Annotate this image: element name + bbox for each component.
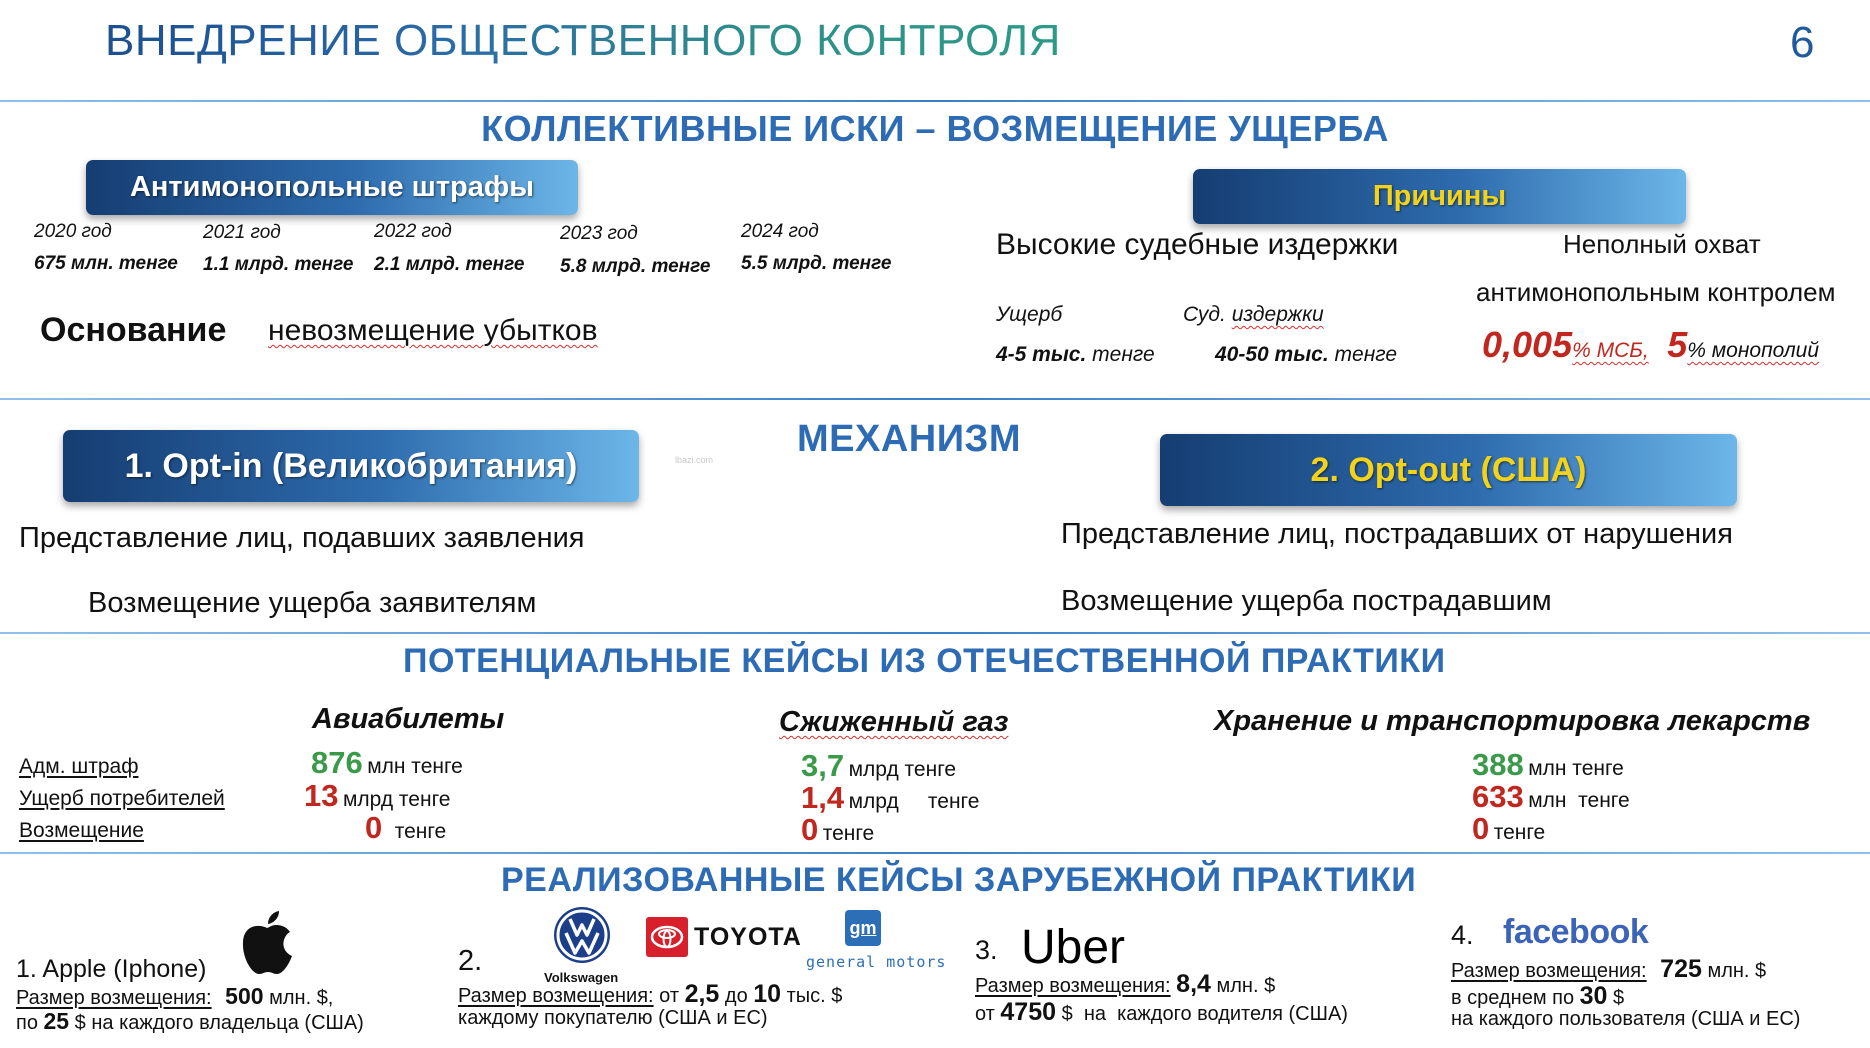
section-title-class-actions: КОЛЛЕКТИВНЫЕ ИСКИ – ВОЗМЕЩЕНИЕ УЩЕРБА <box>481 108 1389 149</box>
apple-size-value: 500 <box>225 983 264 1009</box>
section2-divider <box>0 632 1870 634</box>
fine-amount: 5.8 млрд. тенге <box>560 256 711 277</box>
row-label-fine: Адм. штраф <box>19 755 139 778</box>
section-title-foreign: РЕАЛИЗОВАННЫЕ КЕЙСЫ ЗАРУБЕЖНОЙ ПРАКТИКИ <box>501 861 1417 899</box>
facebook-average <box>1451 982 1624 1011</box>
case3-damage-value: 633 <box>1472 779 1524 814</box>
case3-comp-unit: тенге <box>1493 821 1546 844</box>
case2-damage <box>801 780 979 816</box>
fine-amount: 675 млн. тенге <box>34 253 178 274</box>
basis-text: невозмещение убытков <box>268 314 598 347</box>
case1-fine-unit: млн тенге <box>367 755 463 778</box>
header-divider <box>0 100 1870 102</box>
costs-value <box>1215 343 1397 367</box>
cars-unit: тыс. $ <box>786 985 843 1007</box>
cars-size <box>458 980 842 1009</box>
page-title: ВНЕДРЕНИЕ ОБЩЕСТВЕННОГО КОНТРОЛЯ <box>105 16 1061 65</box>
optin-pill: 1. Opt-in (Великобритания) <box>63 430 639 502</box>
facebook-size-label: Размер возмещения: <box>1451 960 1647 982</box>
optin-line2: Возмещение ущерба заявителям <box>88 587 537 619</box>
section1-divider <box>0 398 1870 400</box>
uber-size <box>975 970 1275 999</box>
apple-size-unit: млн. $, <box>269 987 334 1009</box>
cars-from-value: 2,5 <box>684 980 720 1008</box>
apple-per-owner <box>16 1008 364 1035</box>
case1-damage-unit: млрд тенге <box>342 788 451 811</box>
uber-size-unit: млн. $ <box>1216 975 1276 997</box>
apple-heading: 1. Apple (Iphone) <box>16 955 207 983</box>
optin-line1: Представление лиц, подавших заявления <box>19 522 585 554</box>
case2-fine-value: 3,7 <box>801 748 845 783</box>
case3-fine-value: 388 <box>1472 747 1524 782</box>
apple-line2-value: 25 <box>43 1008 70 1034</box>
uber-per-driver <box>975 998 1348 1027</box>
cars-heading: 2. <box>458 945 483 977</box>
uber-line2-prefix: от <box>975 1003 995 1025</box>
fine-amount: 5.5 млрд. тенге <box>741 253 892 274</box>
case1-damage <box>304 778 450 814</box>
facebook-line2-value: 30 <box>1579 982 1608 1010</box>
case1-compensation <box>365 810 446 846</box>
cars-from: от <box>659 985 680 1007</box>
uber-line2-suffix: $ на каждого водителя (США) <box>1061 1003 1348 1025</box>
cars-per-buyer: каждому покупателю (США и ЕС) <box>458 1007 768 1029</box>
facebook-per-user: на каждого пользователя (США и ЕС) <box>1451 1008 1801 1030</box>
case3-compensation <box>1472 811 1545 847</box>
coverage-stats <box>1482 324 1819 366</box>
fine-amount: 2.1 млрд. тенге <box>374 254 525 275</box>
case-name-airtickets: Авиабилеты <box>312 703 505 735</box>
case3-comp-value: 0 <box>1472 811 1490 846</box>
reasons-pill: Причины <box>1193 169 1686 224</box>
costs-amount: 40-50 тыс. <box>1215 343 1329 366</box>
case3-damage-unit: млн тенге <box>1528 789 1630 812</box>
uber-line2-value: 4750 <box>1000 998 1057 1026</box>
row-label-damage: Ущерб потребителей <box>19 787 225 810</box>
msb-value: 0,005 <box>1482 324 1573 365</box>
case2-damage-value: 1,4 <box>801 780 845 815</box>
mono-unit: % монополий <box>1687 339 1820 362</box>
optout-line2: Возмещение ущерба пострадавшим <box>1061 585 1552 617</box>
facebook-size <box>1451 955 1766 984</box>
apple-logo-icon <box>238 910 296 978</box>
uber-size-value: 8,4 <box>1176 970 1211 998</box>
damage-label: Ущерб <box>996 303 1063 326</box>
gm-label: general motors <box>806 953 947 971</box>
reason-coverage-line2: антимонопольным контролем <box>1476 277 1836 307</box>
section-title-mechanism: МЕХАНИЗМ <box>797 418 1022 460</box>
volkswagen-label: Volkswagen <box>544 970 619 985</box>
damage-unit: тенге <box>1092 343 1155 366</box>
toyota-logo-icon <box>646 917 688 957</box>
uber-logo-icon: Uber <box>1021 921 1126 974</box>
apple-line2-suffix: $ на каждого владельца (США) <box>74 1012 364 1034</box>
uber-heading: 3. <box>975 935 998 965</box>
fines-pill: Антимонопольные штрафы <box>86 160 578 215</box>
case2-comp-unit: тенге <box>822 822 875 845</box>
gm-badge-text: gm <box>849 917 877 938</box>
case3-fine <box>1472 747 1624 783</box>
apple-size-label: Размер возмещения: <box>16 987 212 1009</box>
costs-label <box>1183 303 1324 327</box>
case1-fine <box>311 745 463 781</box>
case2-comp-value: 0 <box>801 812 819 847</box>
optout-line1: Представление лиц, пострадавших от нарушения <box>1061 518 1733 550</box>
case1-comp-value: 0 <box>365 810 383 845</box>
section-title-domestic: ПОТЕНЦИАЛЬНЫЕ КЕЙСЫ ИЗ ОТЕЧЕСТВЕННОЙ ПРАКТИКИ <box>403 642 1446 680</box>
facebook-line2-prefix: в среднем по <box>1451 987 1575 1009</box>
case2-fine-unit: млрд тенге <box>848 758 957 781</box>
mono-value: 5 <box>1667 324 1688 365</box>
fine-year: 2023 год <box>560 223 638 244</box>
reason-coverage-line1: Неполный охват <box>1563 229 1761 259</box>
costs-label-part: Суд. <box>1183 303 1226 326</box>
facebook-line2-suffix: $ <box>1613 987 1625 1009</box>
row-label-compensation: Возмещение <box>19 819 144 842</box>
damage-amount: 4-5 тыс. <box>996 343 1087 366</box>
fine-amount: 1.1 млрд. тенге <box>203 254 354 275</box>
facebook-heading: 4. <box>1451 920 1474 950</box>
apple-line2-prefix: по <box>16 1012 38 1034</box>
damage-value <box>996 343 1155 367</box>
watermark: lbazi.com <box>675 455 714 465</box>
facebook-logo-icon: facebook <box>1503 913 1649 951</box>
gm-logo-icon <box>845 910 881 946</box>
case1-fine-value: 876 <box>311 745 363 780</box>
basis-label: Основание <box>40 311 227 349</box>
case3-damage <box>1472 779 1630 815</box>
cars-to: до <box>724 985 748 1007</box>
uber-size-label: Размер возмещения: <box>975 975 1171 997</box>
costs-label-part: издержки <box>1231 303 1324 326</box>
case1-comp-unit: тенге <box>394 820 447 843</box>
case-name-lpg: Сжиженный газ <box>779 706 1009 738</box>
cars-size-label: Размер возмещения: <box>458 985 654 1007</box>
toyota-label: TOYOTA <box>694 923 802 951</box>
facebook-size-value: 725 <box>1660 955 1702 983</box>
case2-fine <box>801 748 956 784</box>
page-number: 6 <box>1790 18 1815 67</box>
case3-fine-unit: млн тенге <box>1528 757 1624 780</box>
volkswagen-logo-icon <box>552 905 612 965</box>
section3-divider <box>0 852 1870 854</box>
case1-damage-value: 13 <box>304 778 339 813</box>
case2-damage-unit: млрд тенге <box>848 790 980 813</box>
fine-year: 2021 год <box>203 222 281 243</box>
optout-pill: 2. Opt-out (США) <box>1160 434 1737 506</box>
costs-unit: тенге <box>1334 343 1398 366</box>
apple-size <box>16 983 333 1010</box>
case2-compensation <box>801 812 874 848</box>
facebook-size-unit: млн. $ <box>1707 960 1767 982</box>
fine-year: 2024 год <box>741 221 819 242</box>
reason-high-costs: Высокие судебные издержки <box>996 228 1399 261</box>
fine-year: 2020 год <box>34 221 112 242</box>
msb-unit: % МСБ, <box>1572 339 1649 362</box>
case-name-pharma: Хранение и транспортировка лекарств <box>1214 705 1811 737</box>
fine-year: 2022 год <box>374 221 452 242</box>
cars-to-value: 10 <box>753 980 782 1008</box>
